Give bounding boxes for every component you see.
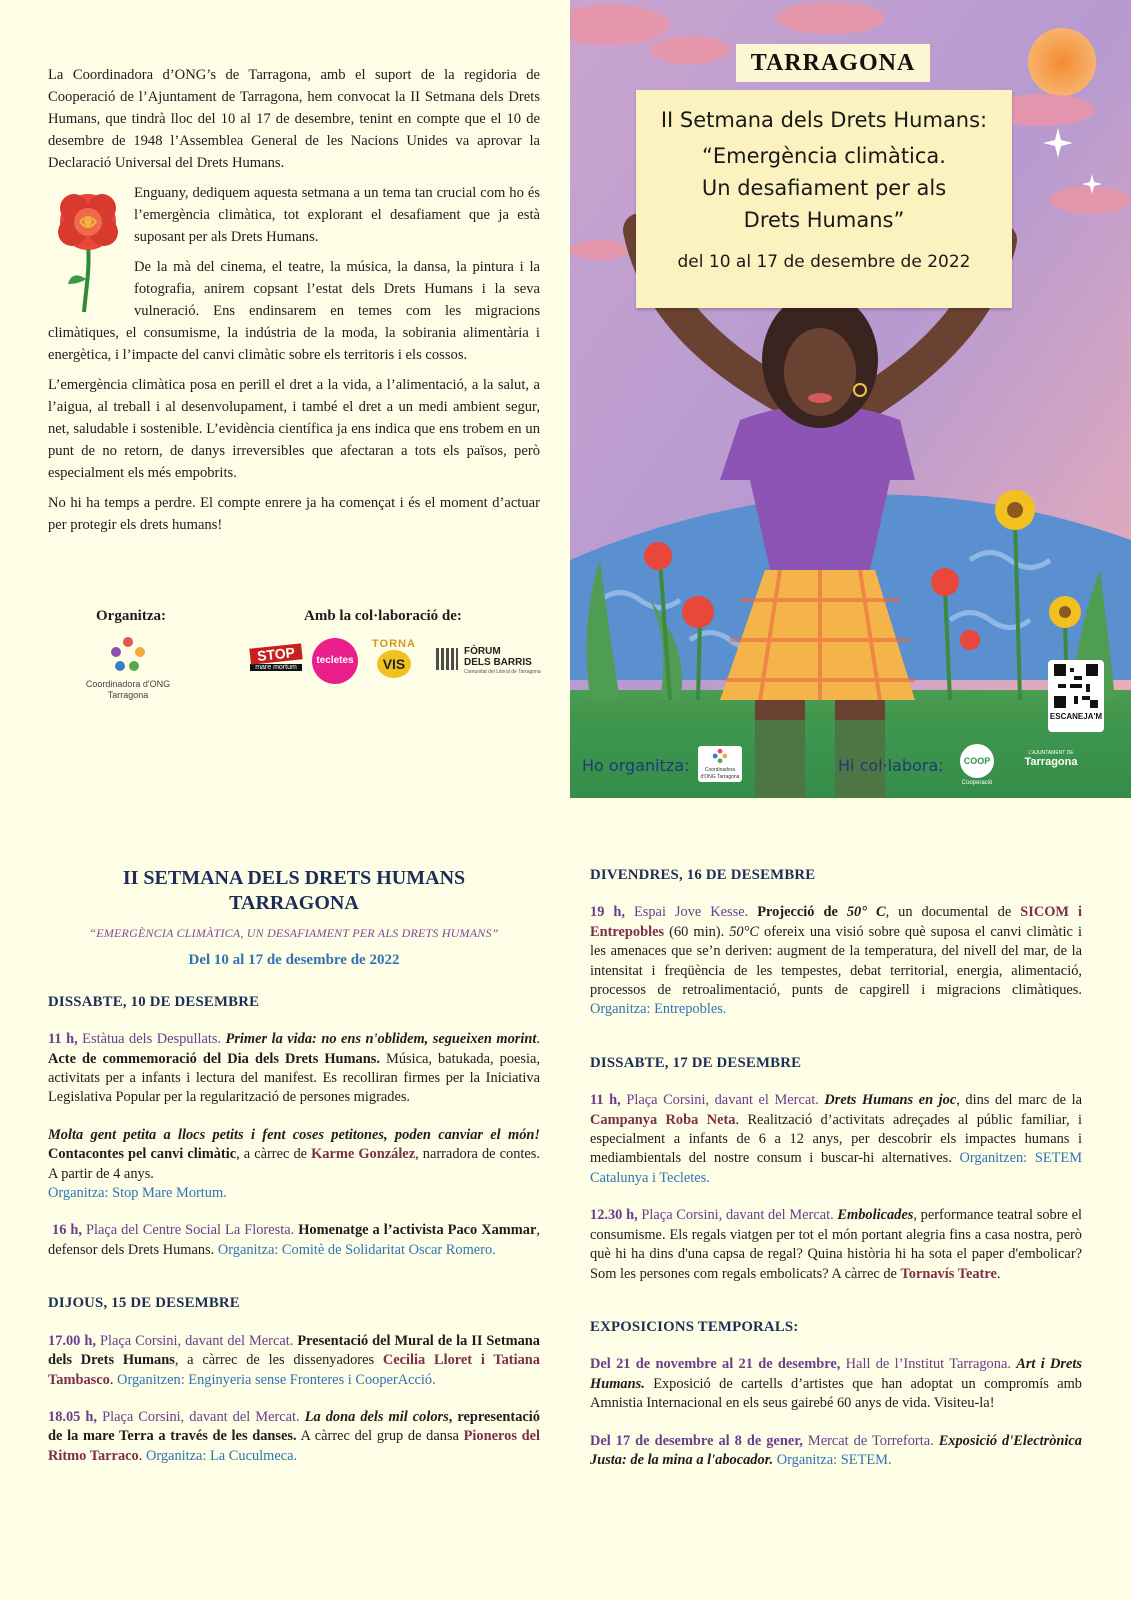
event-5-place: Plaça Corsini, davant del Mercat. <box>97 1408 305 1425</box>
poster-ajuntament-top: L'AJUNTAMENT DE <box>1028 750 1074 756</box>
event-4-time: 17.00 h, <box>48 1332 96 1349</box>
collaboration-heading: Amb la col·laboració de: <box>304 608 462 624</box>
coordinadora-name-2: Tarragona <box>107 690 149 700</box>
event-1 <box>48 1030 540 1108</box>
sponsor-logos <box>48 608 540 718</box>
event-4 <box>48 1332 540 1390</box>
event-4-place: Plaça Corsini, davant del Mercat. <box>95 1332 298 1349</box>
event-2-text-2: , narradora de contes. A partir de 4 anys. <box>48 1146 540 1182</box>
program-title-2: TARRAGONA <box>229 892 359 914</box>
event-7-who: Campanya Roba Neta <box>590 1111 736 1128</box>
event-3-organizer: Organitza: Comitè de Solidaritat Oscar Romero. <box>217 1241 496 1258</box>
event-2 <box>48 1126 540 1204</box>
event-8-place: Plaça Corsini, davant del Mercat. <box>637 1207 838 1224</box>
exhibition-2 <box>590 1432 1082 1471</box>
event-7-place: Plaça Corsini, davant el Mercat. <box>620 1092 825 1109</box>
event-2-bold: Contacontes pel canvi climàtic <box>48 1146 237 1163</box>
event-7-time: 11 h, <box>590 1092 621 1109</box>
stop-logo-text: STOP <box>249 643 302 664</box>
intro-paragraph-4: L’emergència climàtica posa en perill el dret a la vida, a l’alimentació, a la salut, a l’aigua, al treball i al desenvolupament, i també el dret a un medi ambient segur, net, saludable i sostenible. L’evidència científica ja ens indica que ens trobem en un punt de no retorn, de danys irreversibles que afectaran a tots els països, però especialment els més empobrits. <box>48 377 540 481</box>
tecletes-logo: tecletes <box>312 638 358 684</box>
day-heading-thu15: DIJOUS, 15 DE DESEMBRE <box>48 1295 240 1312</box>
forum-subtitle: Comunitat del Litoral de Tarragona <box>464 669 541 675</box>
event-2-organizer: Organitza: Stop Mare Mortum. <box>48 1185 227 1202</box>
event-3-bold: Homenatge a l’activista Paco Xammar <box>298 1222 537 1239</box>
program-left-column <box>48 866 540 1484</box>
event-8-text-1: , performance teatral sobre el consumisme. Els regals viatgen per tot el món portant alegria fins a casa nostra, però què hi ha dins d'una capsa de regal? Quina història hi ha sota el paper d'embolicar? Som les persones com regals embolicats? A càrrec de <box>590 1207 1083 1282</box>
event-7-title: Drets Humans en joc <box>824 1092 957 1109</box>
event-6-place: Espai Jove Kesse. <box>624 904 758 921</box>
program-title-1: II SETMANA DELS DRETS HUMANS <box>122 867 466 889</box>
qr-code-icon <box>1054 664 1098 708</box>
forum-title-2: DELS BARRIS <box>464 657 532 668</box>
event-1-place: Estàtua dels Despullats. <box>77 1031 226 1048</box>
event-5-text-2: . <box>138 1447 146 1464</box>
qr-code[interactable] <box>1048 660 1104 732</box>
event-5-time: 18.05 h, <box>48 1408 98 1425</box>
intro-paragraph-1: La Coordinadora d’ONG’s de Tarragona, amb el suport de la regidoria de Cooperació de l’Ajuntament de Tarragona, hem convocat la II Setmana dels Drets Humans, que tindrà lloc del 10 al 17 de desembre, tenint en compte que el 10 de desembre de 1948 l’Assemblea General de les Nacions Unides va aprovar la Declaració Universal del Drets Humans. <box>48 67 540 171</box>
intro-paragraph-2: Enguany, dediquem aquesta setmana a un tema tan crucial com ho és l’emergència climàtica, tot explorant el desafiament que ja està suposant per als Drets Humans. <box>134 185 540 245</box>
program-dates: Del 10 al 17 de desembre de 2022 <box>188 952 400 969</box>
event-8-who: Tornavís Teatre <box>900 1265 997 1282</box>
coordinadora-name-1: Coordinadora d'ONG <box>85 679 171 689</box>
poster-ajuntament-name: Tarragona <box>1024 756 1078 768</box>
organitza-heading: Organitza: <box>96 608 166 624</box>
poster-city: TARRAGONA <box>736 44 930 82</box>
event-8 <box>590 1206 1082 1284</box>
forum-title-1: FÒRUM <box>464 646 501 657</box>
poster-coop-sub: Cooperació <box>961 780 993 786</box>
event-6-film-title: 50° C <box>846 904 886 921</box>
event-5-organizer: Organitza: La Cuculmeca. <box>145 1447 298 1464</box>
tornavis-top: TORNA <box>372 638 416 650</box>
exhibition-2-place: Mercat de Torreforta. <box>802 1432 939 1449</box>
event-8-text-2: . <box>996 1265 1001 1282</box>
intro-text <box>48 64 540 544</box>
day-heading-sat17: DISSABTE, 17 DE DESEMBRE <box>590 1054 802 1071</box>
intro-paragraph-5: No hi ha temps a perdre. El compte enrere ja ha començat i és el moment d’actuar per protegir els drets humans! <box>48 495 540 533</box>
event-6-film-title-2: 50°C <box>729 923 759 940</box>
tornavis-logo <box>366 638 422 684</box>
event-5-title: La dona dels mil colors <box>304 1408 449 1425</box>
poster-coordinadora-icon <box>711 748 729 764</box>
poster-sign-dates: del 10 al 17 de desembre de 2022 <box>677 252 971 272</box>
intro-paragraph-3: De la mà del cinema, el teatre, la música, la dansa, la pintura i la fotografia, anirem copsant l’estat dels Drets Humans i la seva vulneració. Ens endinsarem en temes com les migracions climàtiques, el consumisme, la indústria de la moda, la sobirania alimentària i energètica, i l’impacte del canvi climàtic sobre els territoris i els cossos. <box>48 259 540 363</box>
forum-grid-icon <box>436 648 458 670</box>
event-4-organizer: Organitzen: Enginyeria sense Fronteres i CooperAcció. <box>117 1371 436 1388</box>
event-6-text-1: , un documental de <box>885 904 1021 921</box>
poster-coordinadora-name: Coordinadora d'ONG Tarragona <box>700 767 740 780</box>
poster-sign <box>636 90 1012 308</box>
exhibition-2-organizer: Organitza: SETEM. <box>776 1451 892 1468</box>
event-6-time: 19 h, <box>590 904 625 921</box>
exhibition-2-title: Exposició d'Electrònica Justa: de la mina a l'abocador. <box>590 1432 1082 1468</box>
poster-ajuntament-logo <box>1016 750 1086 768</box>
exhibitions-heading: EXPOSICIONS TEMPORALS: <box>590 1318 799 1335</box>
event-2-who: Karme González <box>311 1146 416 1163</box>
event-1-title: Primer la vida: no ens n'oblidem, segueixen morint <box>225 1031 537 1048</box>
event-poster <box>570 0 1131 798</box>
day-heading-sat10: DISSABTE, 10 DE DESEMBRE <box>48 993 260 1010</box>
program-right-column <box>590 866 1082 1488</box>
event-6 <box>590 903 1082 1019</box>
event-7-text-1: , dins del marc de la <box>956 1092 1082 1109</box>
coordinadora-logo <box>78 634 178 714</box>
poster-sign-line-4: Drets Humans” <box>743 208 905 232</box>
poster-coop-logo: COOP <box>960 744 994 778</box>
poster-sign-line-3: Un desafiament per als <box>701 176 947 200</box>
exhibition-1-text: Exposició de cartells d’artistes que han adoptat un compromís amb Amnistia Internacional en els seus gairebé 60 anys de vida. Visiteu-la! <box>590 1375 1082 1412</box>
event-1-dot: . <box>536 1031 540 1048</box>
event-7-text-2: . Realització d’activitats adreçades al públic familiar, i especialment a infants de 6 a 12 anys, per descobrir els impactes humans i mediambientals del nostre consum i buscar-hi alternatives. <box>590 1111 1082 1167</box>
event-6-bold: Projecció de <box>757 904 847 921</box>
event-4-text: , a càrrec de les dissenyadores <box>174 1352 383 1369</box>
event-3-text: , defensor dels Drets Humans. <box>48 1222 540 1258</box>
exhibition-1-dates: Del 21 de novembre al 21 de desembre, <box>590 1356 841 1373</box>
event-4-text-2: . <box>109 1371 118 1388</box>
tornavis-bottom: VIS <box>377 650 411 678</box>
poster-organitza-label: Ho organitza: <box>582 756 690 775</box>
forum-dels-barris-logo <box>436 646 541 686</box>
event-8-time: 12.30 h, <box>590 1207 638 1224</box>
program-subtitle: “EMERGÈNCIA CLIMÀTICA, UN DESAFIAMENT PER ALS DRETS HUMANS” <box>89 926 499 940</box>
event-6-text-3: ofereix una visió sobre què suposa el canvi climàtic i les amenaces que se’n deriven: augment de la temperatura, del nivell del mar, de la intensitat i freqüència de les tempestes, debat territorial, energia, alimentació, processos de retroalimentació, punts de capgirell i migracions climàtiques. <box>590 923 1082 999</box>
event-6-text-2: (60 min). <box>664 923 730 940</box>
poster-coordinadora-logo <box>698 746 742 782</box>
event-3 <box>48 1221 540 1260</box>
event-4-who: Cecilia Lloret i Tatiana Tambasco <box>48 1352 540 1388</box>
stop-mare-mortum-logo <box>250 646 302 682</box>
exhibition-1 <box>590 1355 1082 1413</box>
exhibition-1-title: Art i Drets Humans. <box>590 1356 1082 1392</box>
event-7-organizer: Organitzen: SETEM Catalunya i Tecletes. <box>590 1150 1082 1186</box>
day-heading-fri16: DIVENDRES, 16 DE DESEMBRE <box>590 867 816 883</box>
event-8-title: Embolicades <box>837 1207 914 1224</box>
event-2-text-1: , a càrrec de <box>236 1146 312 1163</box>
event-6-organizer: Organitza: Entrepobles. <box>590 1001 727 1018</box>
event-3-place: Plaça del Centre Social La Floresta. <box>82 1222 299 1239</box>
red-flower-illustration <box>48 184 128 314</box>
exhibition-2-dates: Del 17 de desembre al 8 de gener, <box>590 1432 803 1449</box>
event-5-text: A càrrec del grup de dansa <box>296 1428 464 1445</box>
event-1-text: Música, batukada, poesia, activitats per a infants i lectura del manifest. Es recolliran firmes per la Iniciativa Legislativa Popular per la regularització de persones migrades. <box>48 1050 541 1106</box>
event-7 <box>590 1091 1082 1188</box>
poster-sign-line-1: II Setmana dels Drets Humans: <box>660 108 988 132</box>
qr-label: ESCANEJA'M <box>1049 712 1103 721</box>
event-1-bold: Acte de commemoració del Dia dels Drets Humans. <box>48 1050 380 1067</box>
event-2-title: Molta gent petita a llocs petits i fent coses petitones, poden canviar el món! <box>48 1126 540 1143</box>
poster-sign-line-2: “Emergència climàtica. <box>702 144 946 168</box>
event-3-time: 16 h, <box>52 1222 82 1239</box>
event-4-bold: Presentació del Mural de la II Setmana dels Drets Humans <box>48 1332 540 1369</box>
stop-logo-sub: mare mortum <box>250 664 302 671</box>
event-5 <box>48 1408 540 1466</box>
poster-collabora-label: Hi col·labora: <box>838 756 944 775</box>
event-5-bold: , representació de la mare Terra a través de les danses. <box>48 1408 540 1445</box>
exhibition-1-place: Hall de l’Institut Tarragona. <box>840 1356 1017 1373</box>
event-1-time: 11 h, <box>48 1031 78 1048</box>
coordinadora-icon <box>108 634 148 674</box>
event-6-who: SICOM i Entrepobles <box>590 904 1082 940</box>
event-5-who: Pioneros del Ritmo Tarraco <box>48 1428 540 1464</box>
